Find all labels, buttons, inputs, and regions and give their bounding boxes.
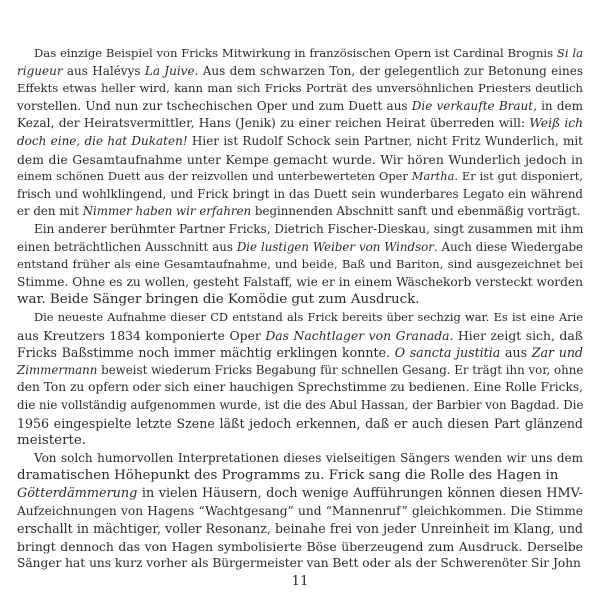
text-line bbox=[17, 361, 583, 380]
text-line bbox=[17, 79, 583, 98]
text-run: meisterte. bbox=[17, 433, 87, 449]
text-run: . Auch diese Wiedergabe bbox=[433, 239, 584, 254]
text-line bbox=[34, 44, 583, 63]
text-line bbox=[17, 343, 583, 362]
text-run: einen beträchtlichen Ausschnitt aus bbox=[17, 239, 237, 254]
text-run: Das einzige Beispiel von Fricks Mitwirkung in französischen Opern ist Cardinal Brognis bbox=[34, 46, 557, 60]
text-line bbox=[17, 502, 583, 521]
text-run: Die neueste Aufnahme dieser CD entstand als Frick bereits über sechzig war. Es ist eine Arie bbox=[34, 310, 583, 324]
italic-title: Das Nachtlager von Granada bbox=[265, 327, 450, 343]
text-run: Kezal, der Heiratsvermittler, Hans (Jenik) zu einer reichen Heirat überreden will: bbox=[17, 116, 530, 131]
text-run: Stimme. Ohne es zu wollen, gesteht Falstaff, wie er in einem Wäschekorb versteckt worden bbox=[17, 274, 583, 289]
text-run: Sänger hat uns kurz vorher als Bürgermeister van Bett oder als der Schwerenöter Sir John bbox=[17, 556, 581, 571]
text-line bbox=[17, 431, 583, 450]
text-run: er den mit bbox=[17, 204, 83, 219]
text-run: erschallt in mächtiger, voller Resonanz, beinahe frei von jeder Unreinheit im Klang, und bbox=[17, 521, 583, 537]
text-run: aus Kreutzers 1834 komponierte Oper bbox=[17, 327, 266, 343]
italic-title: Zar und bbox=[531, 345, 583, 361]
italic-title: doch eine, die hat Dukaten! bbox=[17, 134, 188, 148]
text-line bbox=[17, 537, 583, 556]
text-line bbox=[34, 449, 583, 468]
italic-title: Si la bbox=[556, 46, 583, 60]
text-line bbox=[17, 554, 583, 573]
text-line bbox=[17, 290, 583, 309]
italic-title: Nimmer haben wir erfahren bbox=[82, 204, 252, 219]
text-line bbox=[34, 308, 583, 327]
text-run: beweist wiederum Fricks Begabung für schnellen Gesang. Er trägt ihn vor, ohne bbox=[97, 362, 584, 377]
text-run: einem schönen Duett aus der reizvollen und unterbewerteten Oper bbox=[17, 169, 412, 184]
text-run: bringt dennoch das von Hagen symbolisierte Böse überzeugend zum Ausdruck. Derselbe bbox=[17, 538, 583, 554]
italic-title: O sancta justitia bbox=[394, 345, 501, 361]
text-run: Fricks Baßstimme noch immer mächtig erklingen konnte. bbox=[17, 345, 395, 361]
text-line bbox=[17, 466, 583, 485]
text-run: in vielen Häusern, doch wenige Aufführungen können diesen HMV- bbox=[137, 486, 583, 501]
text-line bbox=[17, 150, 583, 169]
text-run: Effekts etwas heller wird, kann man sich Fricks Porträt des unversöhnlichen Priesters deutlich bbox=[17, 81, 583, 96]
text-line bbox=[17, 167, 583, 186]
text-run: Von solch humorvollen Interpretationen dieses vielseitigen Sängers wenden wir uns dem bbox=[34, 450, 583, 465]
italic-title: Die lustigen Weiber von Windsor bbox=[236, 239, 434, 254]
text-line bbox=[17, 414, 583, 433]
italic-title: La Juive bbox=[144, 63, 195, 78]
text-run: Ein anderer berühmter Partner Fricks, Dietrich Fischer-Dieskau, singt zusammen mit ihm bbox=[34, 222, 584, 236]
text-run: . Hier zeigt sich, daß bbox=[449, 327, 583, 343]
text-line bbox=[17, 484, 583, 503]
text-run: aus Halévys bbox=[62, 63, 145, 78]
text-run: dem die Gesamtaufnahme unter Kempe gemacht wurde. Wir hören Wunderlich jedoch in bbox=[17, 151, 583, 167]
text-line bbox=[17, 185, 583, 204]
text-run: Hier ist Rudolf Schock sein Partner, nicht Fritz Wunderlich, mit bbox=[187, 134, 583, 148]
text-run: entstand früher als eine Gesamtaufnahme, und beide, Baß und Bariton, sind ausgezeichnet bei bbox=[17, 257, 583, 272]
text-run: vorstellen. Und nun zur tschechischen Oper und zum Duett aus bbox=[17, 98, 412, 113]
text-run: 1956 eingespielte letzte Szene läßt jedoch erkennen, daß er auch diesen Part glänzend bbox=[17, 415, 583, 431]
text-line bbox=[17, 132, 583, 151]
text-line bbox=[17, 396, 583, 415]
page-number: 11 bbox=[291, 574, 309, 589]
italic-title: Die verkaufte Braut, bbox=[411, 98, 537, 113]
italic-title: Götterdämmerung bbox=[17, 486, 138, 501]
italic-title: Martha bbox=[411, 169, 455, 184]
text-line bbox=[17, 326, 583, 345]
text-line bbox=[17, 273, 583, 292]
text-line bbox=[17, 378, 583, 397]
text-run: . Aus dem schwarzen Ton, der gelegentlich zur Betonung eines bbox=[194, 63, 583, 78]
text-run: in dem bbox=[536, 98, 583, 113]
text-line bbox=[17, 114, 583, 133]
text-run: Aufzeichnungen von Hagens “Wachtgesang” und “Mannenruf” gleichkommen. Die Stimme bbox=[17, 503, 583, 518]
italic-title: Zimmermann bbox=[17, 362, 98, 377]
text-run: die nie vollständig aufgenommen wurde, ist die des Abul Hassan, der Barbier von Bagdad. Die bbox=[17, 398, 584, 412]
text-line bbox=[17, 62, 583, 81]
text-line bbox=[34, 220, 583, 239]
text-line bbox=[17, 97, 583, 116]
text-run: dramatischen Höhepunkt des Programms zu. Frick sang die Rolle des Hagen in bbox=[17, 468, 559, 484]
text-run: aus bbox=[500, 345, 532, 361]
text-line bbox=[17, 519, 583, 538]
text-run: . Er ist gut disponiert, bbox=[454, 169, 583, 184]
text-line bbox=[17, 202, 583, 221]
text-line bbox=[17, 238, 583, 257]
text-line bbox=[17, 255, 583, 274]
text-run: den Ton zu opfern oder sich einer hauchigen Sprechstimme zu bedienen. Eine Rolle Fricks, bbox=[17, 380, 583, 395]
text-run: war. Beide Sänger bringen die Komödie gut zum Ausdruck. bbox=[17, 292, 420, 308]
text-run: beginnenden Abschnitt sanft und ebenmäßig vorträgt. bbox=[251, 204, 581, 219]
italic-title: rigueur bbox=[17, 63, 63, 78]
text-run: frisch und wohlklingend, und Frick bringt in das Duett sein wunderbares Legato ein während bbox=[17, 186, 583, 201]
italic-title: Weiß ich bbox=[529, 116, 584, 131]
